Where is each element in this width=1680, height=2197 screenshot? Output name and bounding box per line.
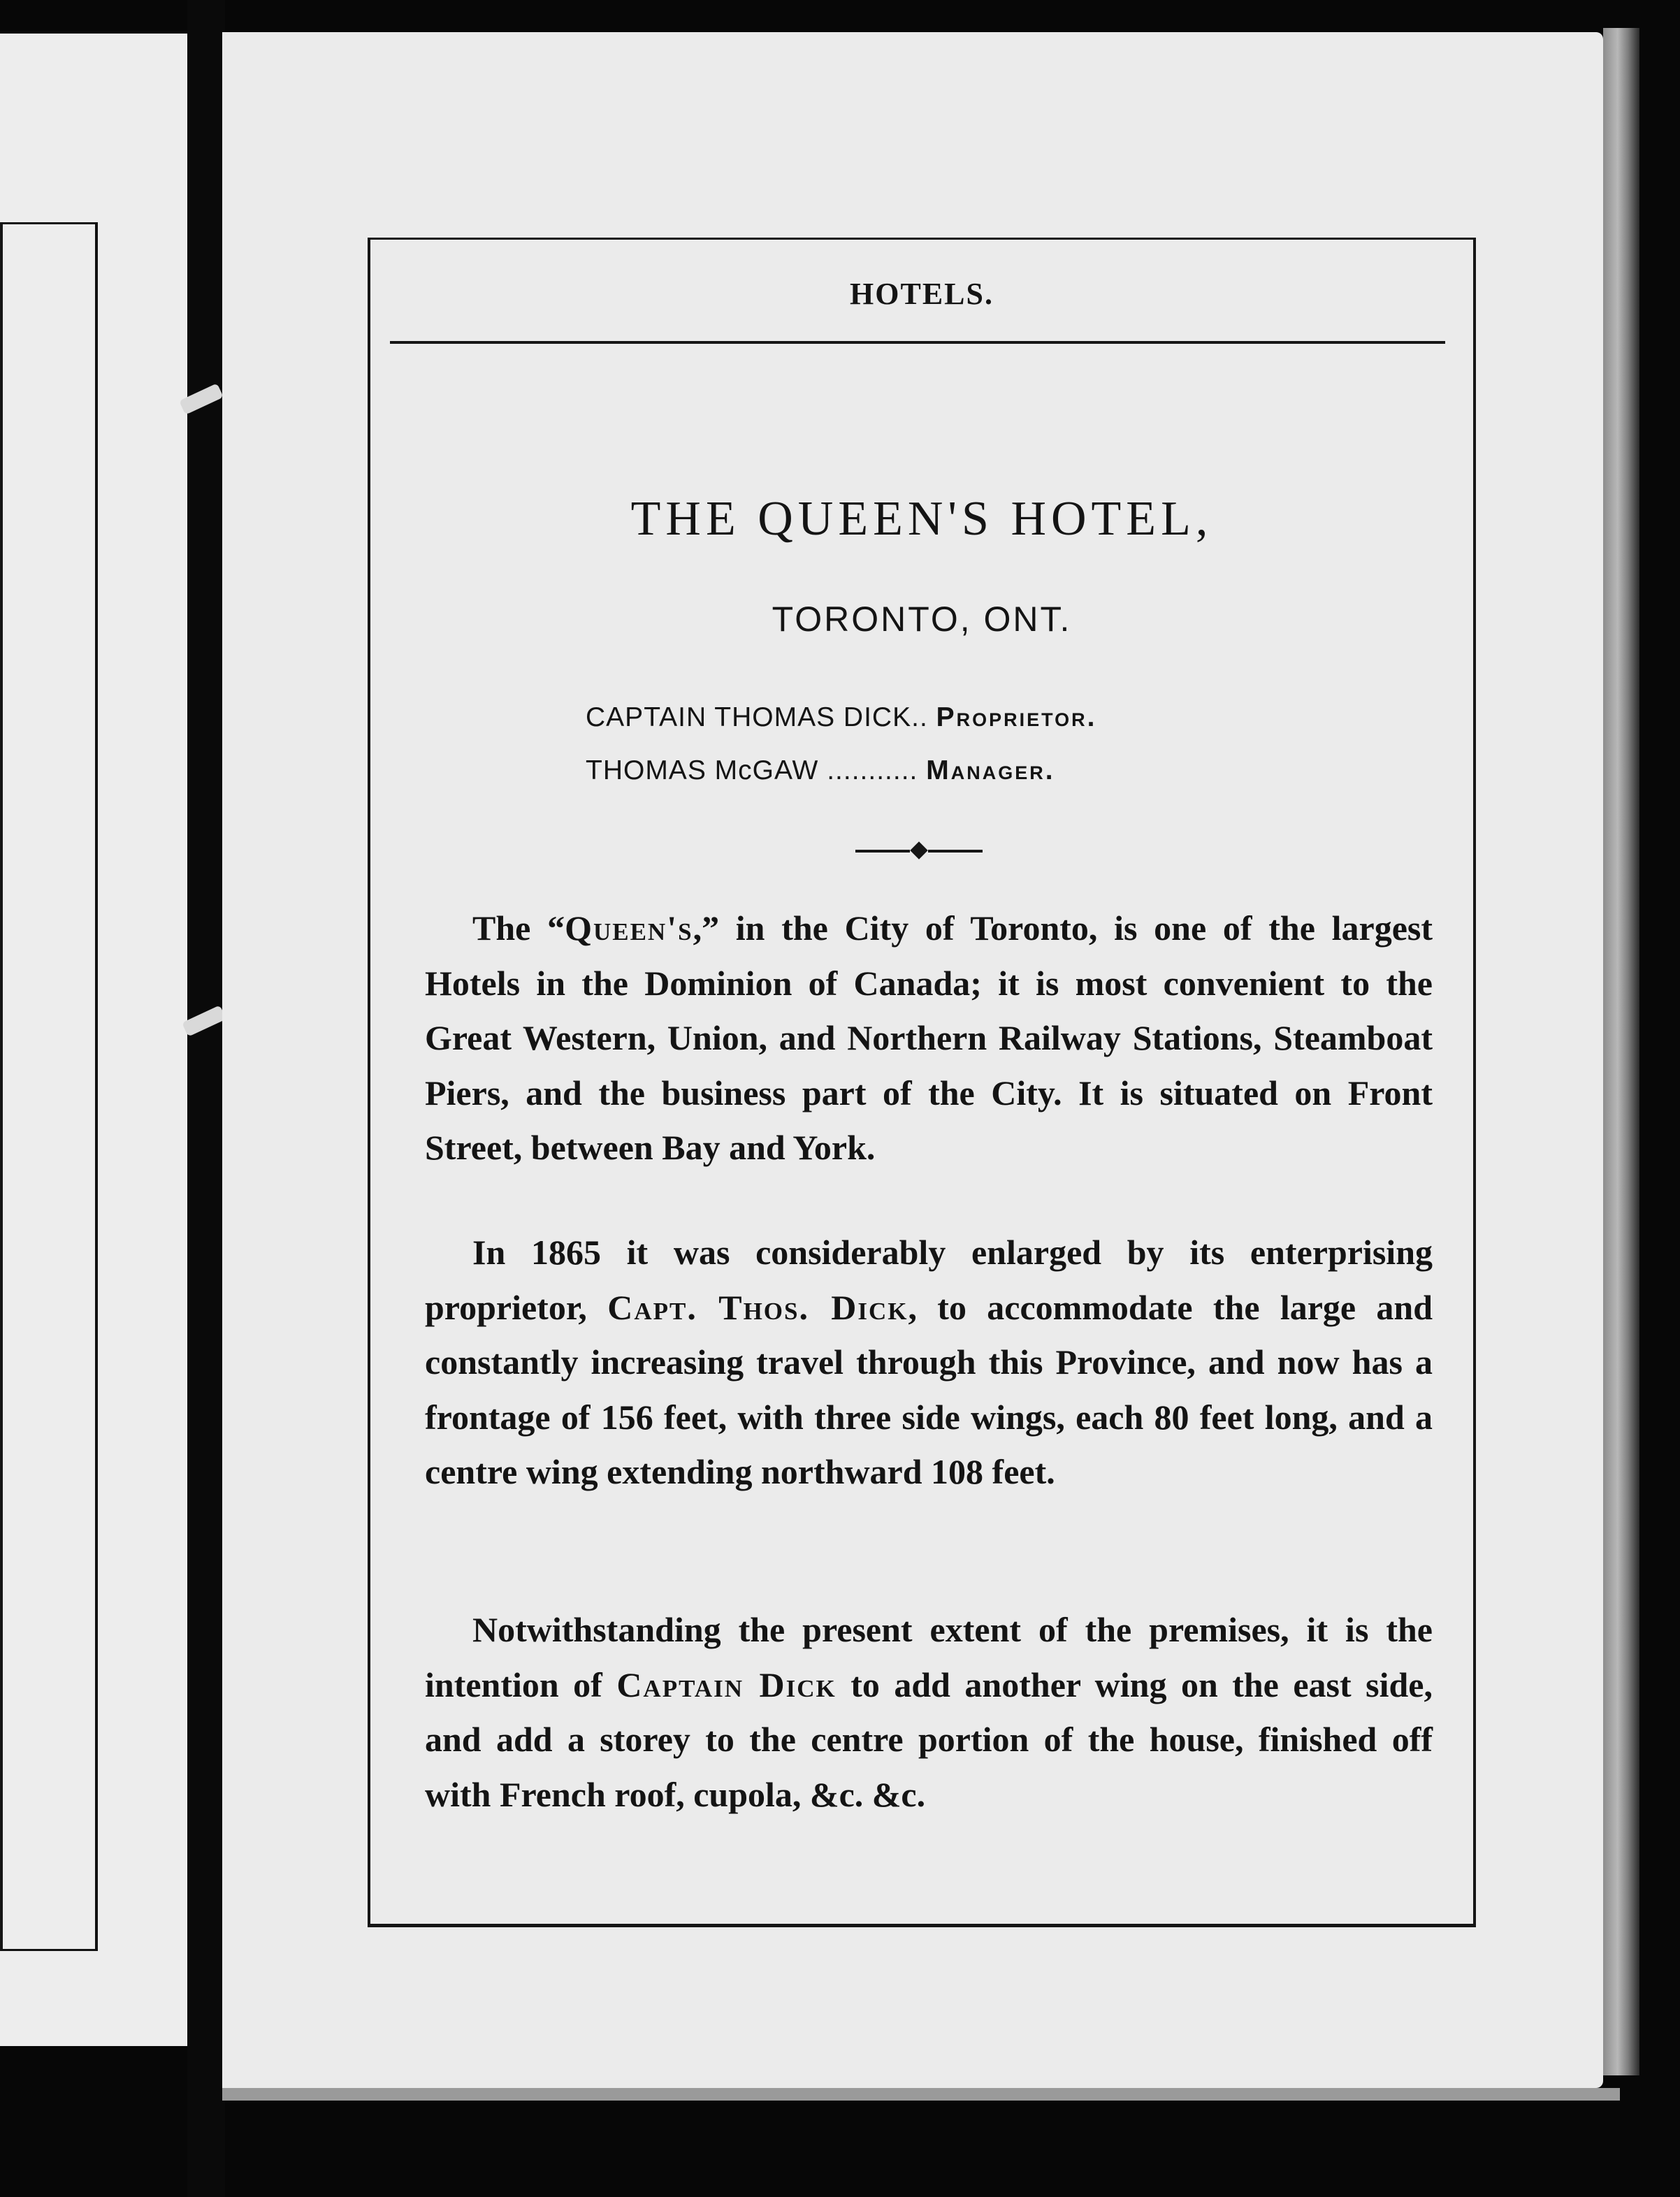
facing-page-frame [0, 222, 98, 1951]
staff-name: CAPTAIN THOMAS DICK.. [586, 702, 928, 732]
staff-manager [586, 755, 1354, 786]
paragraph-plans: Notwithstanding the present extent of the premises, it is the intention of Captain Dick to add another wing on the east side, and add a storey to the centre portion of the house, finished off with French roof, cupola, &c. &c. [425, 1610, 1433, 1814]
staff-role: Proprietor. [936, 702, 1097, 732]
advertisement-frame [368, 238, 1476, 1927]
head-rule [390, 341, 1445, 344]
page-bottom-edge [222, 2088, 1620, 2101]
running-head: HOTELS. [850, 277, 994, 311]
diamond-icon [910, 841, 927, 859]
paragraph-enlargement: In 1865 it was considerably enlarged by its enterprising proprietor, Capt. Thos. Dick, to accommodate the large and constantly increasing travel through this Province, and now has a frontage of 156 feet, with three side wings, each 80 feet long, and a centre wing extending northward 108 feet. [425, 1233, 1433, 1491]
paragraph-location: The “Queen's,” in the City of Toronto, is one of the largest Hotels in the Dominion of Canada; it is most convenient to the Great Western, Union, and Northern Railway Stations, Steamboat Piers, and the business part of the City. It is situated on Front Street, between Bay and York. [425, 908, 1433, 1167]
staff-name: THOMAS McGAW ........... [586, 755, 918, 785]
ornament-divider [855, 843, 983, 859]
hotel-title: THE QUEEN'S HOTEL, [630, 492, 1213, 546]
facing-page [0, 34, 190, 2046]
hotel-city: TORONTO, ONT. [772, 600, 1072, 639]
binding-stitch [182, 1005, 226, 1036]
staff-role: Manager. [926, 755, 1055, 785]
book-gutter [187, 0, 225, 2197]
staff-proprietor [586, 702, 1354, 733]
page-edge [1603, 28, 1639, 2075]
